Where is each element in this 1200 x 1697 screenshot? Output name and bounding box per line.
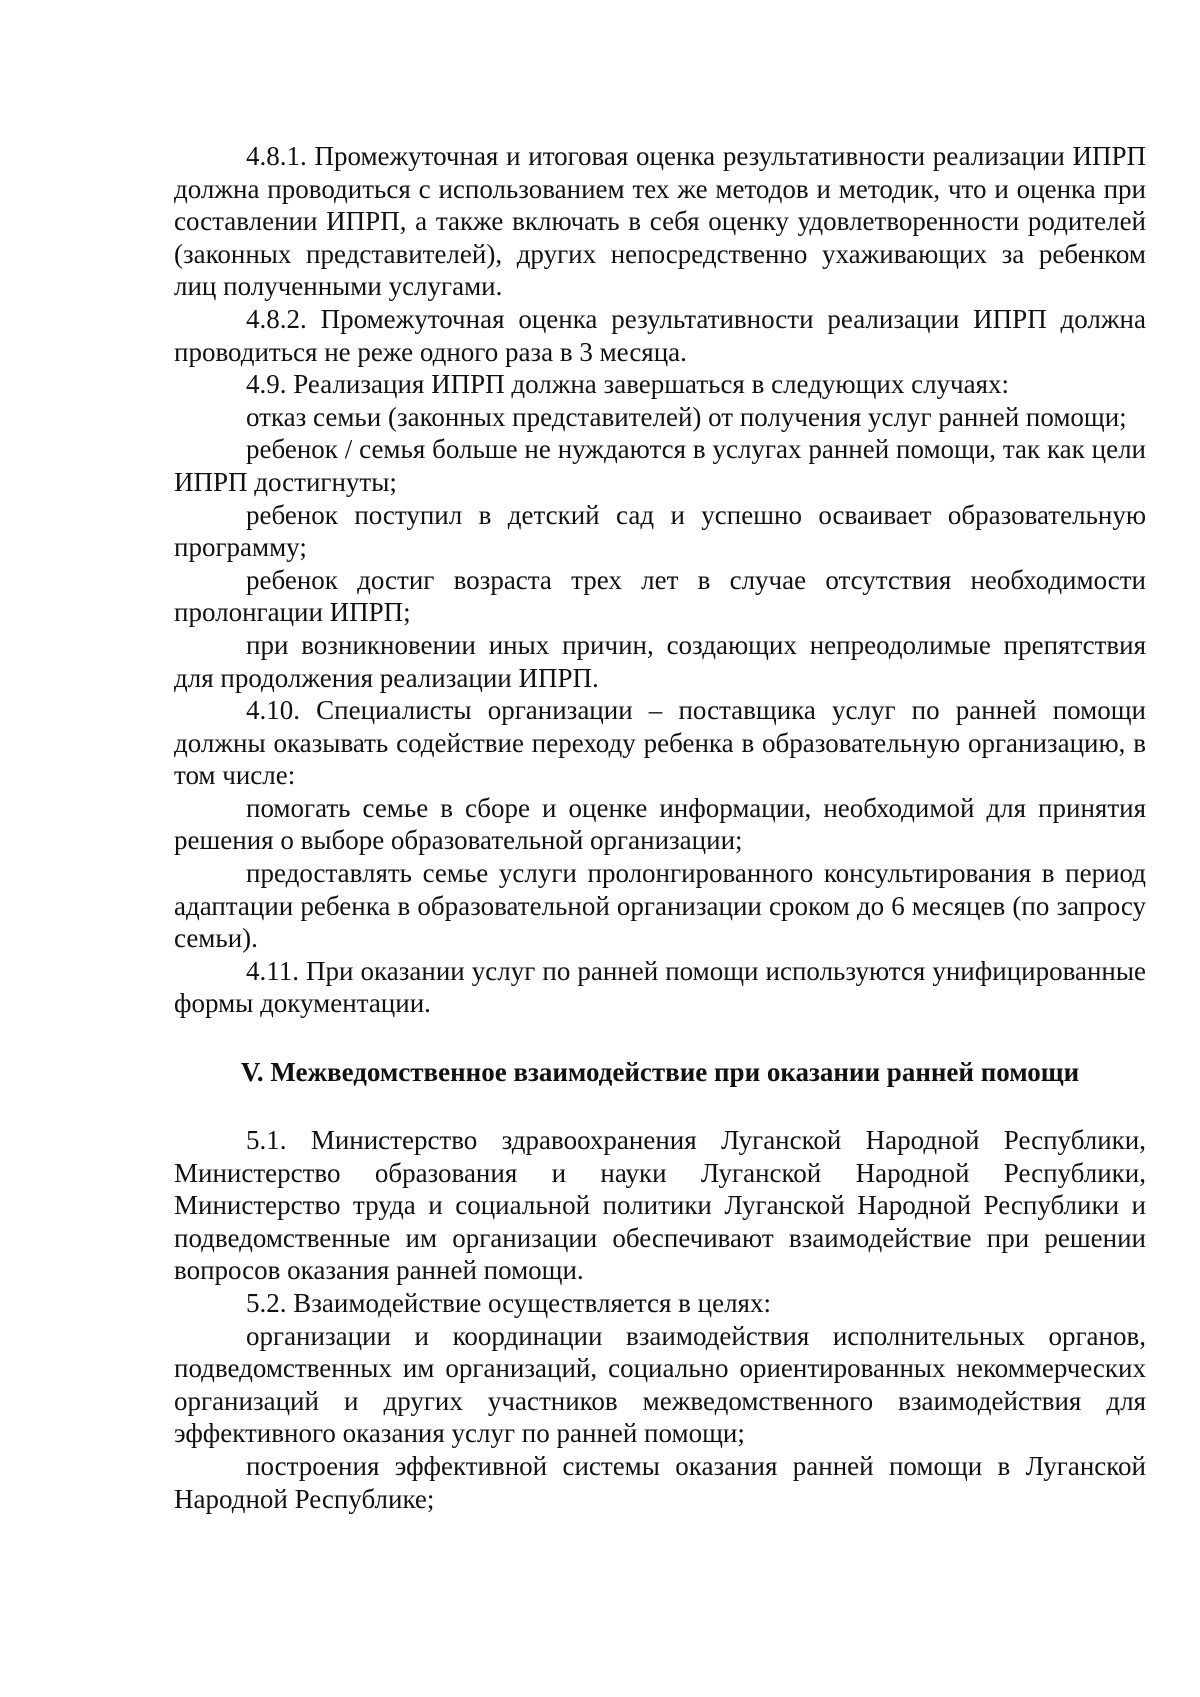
section-heading: V. Межведомственное взаимодействие при оказании ранней помощи bbox=[240, 1057, 1080, 1088]
list-item-coordination: организации и координации взаимодействия исполнительных органов, подведомственных им организаций, социально ориентированных некоммерческих организаций и других участников межведомственного взаимодействия для эффективного оказания услуг по ранней помощи; bbox=[174, 1320, 1146, 1449]
list-item-help-family: помогать семье в сборе и оценке информации, необходимой для принятия решения о выборе образовательной организации; bbox=[174, 792, 1146, 856]
list-item-system-building: построения эффективной системы оказания ранней помощи в Луганской Народной Республике; bbox=[174, 1450, 1146, 1514]
list-item-family-refusal: отказ семьи (законных представителей) от получения услуг ранней помощи; bbox=[246, 401, 1127, 432]
list-item-kindergarten: ребенок поступил в детский сад и успешно осваивает образовательную программу; bbox=[174, 499, 1146, 563]
document-page bbox=[174, 140, 1146, 1515]
paragraph-4-11: 4.11. При оказании услуг по ранней помощи используются унифицированные формы документации. bbox=[174, 955, 1146, 1019]
paragraph-4-9: 4.9. Реализация ИПРП должна завершаться в следующих случаях: bbox=[246, 369, 1010, 400]
list-item-other-reasons: при возникновении иных причин, создающих непреодолимые препятствия для продолжения реализации ИПРП. bbox=[174, 629, 1146, 693]
paragraph-5-1: 5.1. Министерство здравоохранения Луганской Народной Республики, Министерство образования и науки Луганской Народной Республики, Министерство труда и социальной политики Луганской Народной Республики и подведомственные им организации обеспечивают взаимодействие при решении вопросов оказания ранней помощи. bbox=[174, 1125, 1146, 1286]
list-item-consulting: предоставлять семье услуги пролонгированного консультирования в период адаптации ребенка в образовательной организации сроком до 6 месяцев (по запросу семьи). bbox=[174, 858, 1146, 954]
paragraph-4-10: 4.10. Специалисты организации – поставщика услуг по ранней помощи должны оказывать содействие переходу ребенка в образовательную организацию, в том числе: bbox=[174, 695, 1146, 791]
list-item-age-three: ребенок достиг возраста трех лет в случае отсутствия необходимости пролонгации ИПРП; bbox=[174, 564, 1146, 628]
list-item-goals-achieved: ребенок / семья больше не нуждаются в услугах ранней помощи, так как цели ИПРП достигнуты; bbox=[174, 434, 1146, 497]
paragraph-4-8-2: 4.8.2. Промежуточная оценка результативности реализации ИПРП должна проводиться не реже одного раза в 3 месяца. bbox=[174, 303, 1146, 367]
paragraph-5-2: 5.2. Взаимодействие осуществляется в целях: bbox=[246, 1288, 771, 1318]
paragraph-4-8-1: 4.8.1. Промежуточная и итоговая оценка результативности реализации ИПРП должна проводиться с использованием тех же методов и методик, что и оценка при составлении ИПРП, а также включать в себя оценку удовлетворенности родителей (законных представителей), других непосредственно ухаживающих за ребенком лиц полученными услугами. bbox=[174, 141, 1146, 302]
